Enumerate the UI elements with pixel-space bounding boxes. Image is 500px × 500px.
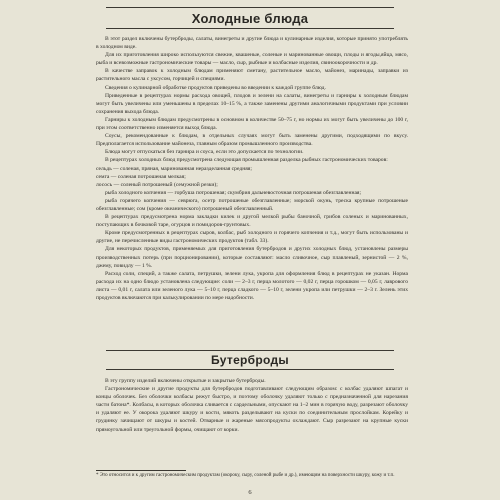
paragraph: В качестве заправок к холодным блюдам применяют сметану, растительное масло, майонез, маринады, заправки из растительного масла с уксусом, горчицей и специями. [96,68,408,83]
paragraph: В рецептурах холодных блюд предусмотрена следующая промышленная разделка рыбных гастрономических товаров: [105,157,388,164]
paragraph: Кроме предусмотренных в рецептурах сыров, колбас, рыб холодного и горячего копчения и т.д., могут быть использованы и другие, не перечисленные виды гастрономических продуктов (табл. 33). [96,230,408,245]
main-text-block [96,35,408,302]
paragraph: Приведенные в рецептурах нормы расхода овощей, плодов и зелени на салаты, винегреты и гарниры к холодным блюдам могут быть увеличены или уменьшены в пределах 10–15 %, а также заменены другими аналогичными продуктами при условии сохранения выхода блюда. [96,92,408,115]
paragraph: Для некоторых продуктов, применяемых для приготовления бутербродов и других холодных блюд, установлены размеры производственных потерь (при порционировании), которые составляют: масло сливочное, сыр плавленый, зернистой — 2 %, джему, повидлу — 1 %. [96,246,408,269]
page-number: 6 [248,489,252,496]
sandwich-text-block [96,377,408,434]
paragraph: Гарниры к холодным блюдам предусмотрены в основном в количестве 50–75 г, но нормы их могут быть увеличены до 100 г, при этом соответственно изменяется выход блюда. [96,116,408,132]
fish-list-item: семга — соленая потрошеная мелкая; [96,173,186,180]
section-title: Холодные блюда [191,10,309,26]
paragraph: Расход соли, специй, а также салата, петрушки, зелени лука, укропа для оформления блюд в рецептурах не указан. Норма расхода их на одно блюдо установлена следующие: соли — 2–3 г, перца молотого — 0,02 г, перца горошком — 0,05 г, лаврового листа — 0,01 г, салата или зеленого лука — 5–10 г, перца сладкого — 5–10 г, зелени укропа или петрушки — 2–3 г. Зелень этих продуктов включаются при калькулировании по мере надобности. [96,270,408,301]
section-title-bar [106,7,394,29]
paragraph: Для их приготовления широко используются свежие, квашеные, соленые и маринованные овощи, плоды и ягоды,яйца, мясо, рыба и всевозможные гастрономические товары — масло, сыр, рыбные и колбасные изделия, свиноокорочности и др. [96,52,408,67]
fish-list-item: рыба горячего копчения — севрюга, осетр потрошеные обезглавленные; морской окунь, треска крупные потрошеные обезглавленные; сом (кроме океанического) потрошеный обезглавленный. [96,197,408,212]
paragraph: Соусы, рекомендованные к блюдам, в отдельных случаях могут быть заменены другими, подходящими по вкусу. Предполагается использование майонеза, главным образом промышленного производства. [96,133,408,148]
footnote: * Это относится и к другим гастрономическим продуктам (окороку, сыру, соленой рыбе и др.), имеющим на поверхности шкуру, кожу и т.п. [96,473,395,478]
subsection-title: Бутерброды [211,353,289,367]
paragraph: Блюда могут отпускаться без гарнира и соуса, если это допускается по технологии. [105,149,304,156]
paragraph: В этот раздел включены бутерброды, салаты, винегреты и другие блюда и кулинарные изделия, которые принято употреблять в холодном виде. [96,36,408,51]
fish-list-item: сельдь — соленая, пряная, маринованная неразделанная средняя; [96,165,252,172]
footnote-divider [96,470,186,471]
fish-list-item: лосось — соленый потрошеный (семужной резки); [96,181,218,188]
paragraph: В рецептурах предусмотрена норма закладки килек и другой мелкой рыбы баночной, грибов соленых и маринованных, поступающих в бочковой таре, огурцов и помидоров-грунтовых. [96,214,408,229]
paragraph: Гастрономические и другие продукты для бутербродов подготавливают следующим образом: с колбас удаляют шпагат и концы оболочек. Без оболочки колбасы режут быстро, и поэтому оболочку удаляют только с предназначенной для нарезания части батона*. Колбасы, в которых оболочка сливается с сардельными, опускают на 1–2 мин в горячую воду, разрезают оболочку и удаляют ее. У окорока удаляют шкуру и кости, мякоть разделывают на куски по соединительным прослойкам. Корейку и грудинку зачищают от шкуры и костей. Отварные и жареные мясопродукты охлаждают. Сыр разрезают на крупные куски прямоугольной или треугольной формы, очищают от корки. [96,386,408,433]
paragraph: Сведения о кулинарной обработке продуктов приведены во введении к каждой группе блюд. [105,84,326,91]
fish-list-item: рыба холодного копчения — горбуша потрошеная; скумбрия дальневосточная потрошеная обезглавленная; [105,189,362,196]
subsection-title-bar [106,350,394,370]
paragraph: В эту группу изделий включены открытые и закрытые бутерброды. [105,378,266,384]
